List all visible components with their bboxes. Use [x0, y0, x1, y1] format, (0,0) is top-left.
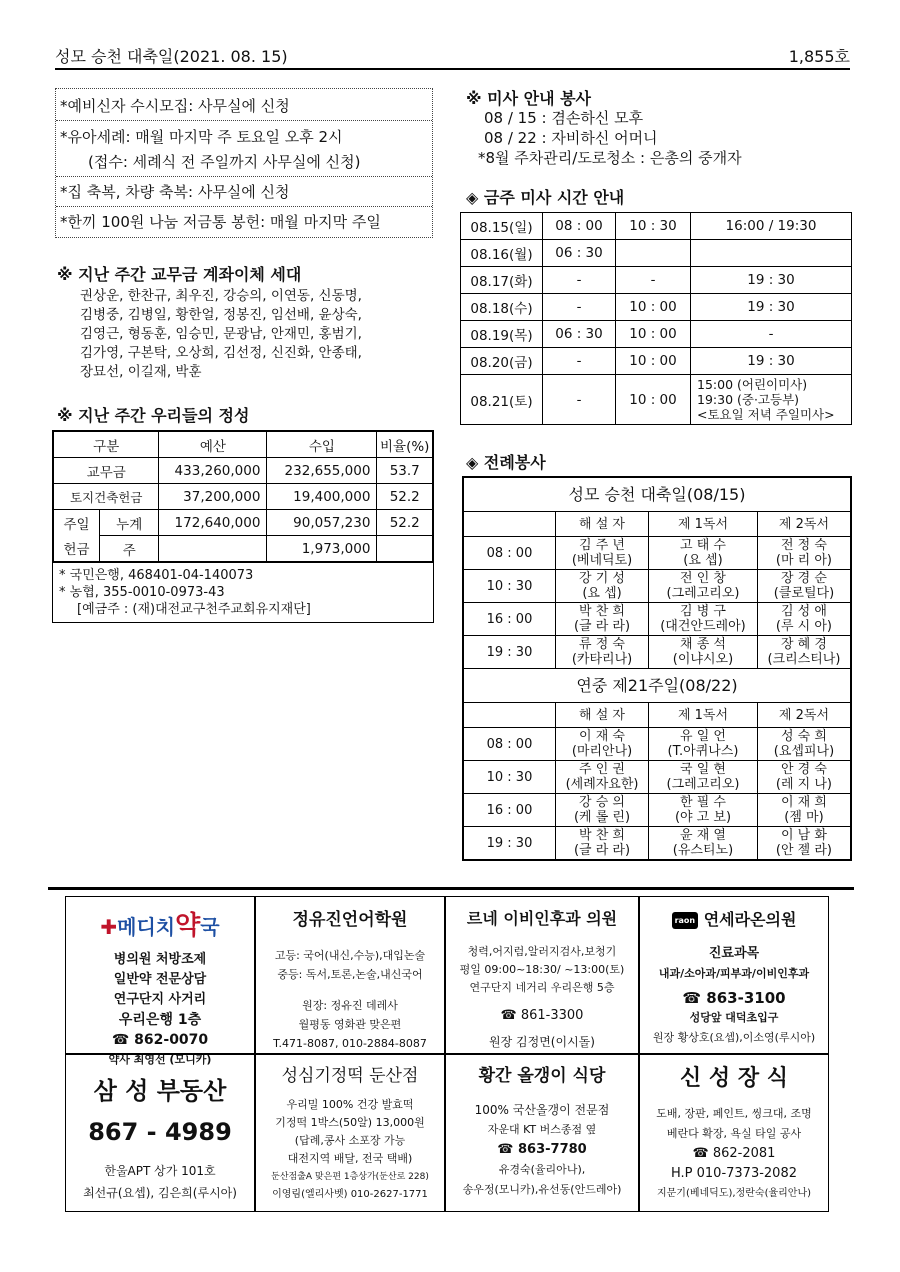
transfer-names: 권상운, 한찬규, 최우진, 강승의, 이연동, 신동명, 김병중, 김병일, 황한얼, 정봉진, 임선배, 윤상숙, 김영근, 형동훈, 임승민, 문광남, 안재민, 홍범기, 김가영, 구본탁, 오상희, 김선정, 신진화, 안종태, 장묘선, 이길재, 박훈: [80, 288, 362, 380]
ad-realty: 삼 성 부동산 867 - 4989 한울APT 상가 101호 최선규(요셉), 김은희(루시아): [65, 1054, 255, 1212]
offering-table: 구분 예산 수입 비율(%) 교무금 433,260,000 232,655,000 53.7 토지건축헌금 37,200,000 19,400,000 52.2 주일 누계 172,640,000 90,057,230 52.2 헌금 주 1,973,000: [53, 431, 433, 562]
table-row: 연중 제21주일(08/22): [464, 669, 851, 703]
ad-ricecake: 성심기정떡 둔산점 우리밀 100% 건강 발효떡 기정떡 1박스(50알) 13,000원 (답례,콩사 소포장 가능 대전지역 배달, 전국 택배) 둔산점출A 맞은편 1층상가(둔산로 228) 이영림(엘리사벳) 010-2627-1771: [255, 1054, 445, 1212]
page-header: [55, 42, 850, 70]
table-row: 08.18(수) - 10 : 00 19 : 30: [461, 294, 852, 321]
table-row: 08 : 00 이 재 숙 (마리안나) 유 일 언 (T.아퀴나스) 성 숙 희 (요셉피나): [464, 728, 851, 761]
table-row: 08.16(월) 06 : 30: [461, 240, 852, 267]
raon-logo-icon: raon: [672, 912, 699, 929]
table-row: 19 : 30 류 정 숙 (카타리나) 채 종 석 (이냐시오) 장 혜 경 (크리스티나): [464, 636, 851, 669]
table-row: 08.15(일) 08 : 00 10 : 30 16:00 / 19:30: [461, 213, 852, 240]
mass-times-table: [460, 212, 852, 425]
notice-item: *예비신자 수시모집: 사무실에 신청: [56, 91, 432, 121]
cross-icon: ✚: [100, 915, 118, 939]
ads-divider: [48, 887, 854, 890]
issue-number: 1,855호: [788, 47, 850, 66]
mass-service-title: ※ 미사 안내 봉사: [466, 89, 592, 108]
bank-accounts: * 국민은행, 468401-04-140073 * 농협, 355-0010-0973-43 [예금주 : (재)대전교구천주교회유지재단]: [53, 562, 433, 622]
table-row: 성모 승천 대축일(08/15): [464, 478, 851, 512]
table-row: 08.21(토) - 10 : 00 15:00 (어린이미사) 19:30 (중·고등부) <토요일 저녁 주일미사>: [461, 375, 852, 425]
notice-box: [55, 88, 433, 238]
notice-item: *집 축복, 차량 축복: 사무실에 신청: [56, 177, 432, 207]
bulletin-title: 성모 승천 대축일(2021. 08. 15): [55, 47, 288, 66]
table-row: 08.19(목) 06 : 30 10 : 00 -: [461, 321, 852, 348]
table-row: 토지건축헌금 37,200,000 19,400,000 52.2: [54, 484, 433, 510]
table-row: 주일 누계 172,640,000 90,057,230 52.2: [54, 510, 433, 536]
ad-academy: 정유진언어학원 고등: 국어(내신,수능),대입논술 중등: 독서,토론,논술,내신국어 원장: 정유진 데레사 월평동 영화관 맞은편 T.471-8087, 010-2884-8087: [255, 896, 445, 1054]
table-row: 08.17(화) - - 19 : 30: [461, 267, 852, 294]
ad-raon-clinic: raon 연세라온의원 진료과목 내과/소아과/피부과/이비인후과 ☎ 863-3100 성당앞 대덕초입구 원장 황상호(요셉),이소영(루시아): [639, 896, 829, 1054]
mass-service-list: 08 / 15 : 겸손하신 모후 08 / 22 : 자비하신 어머니 *8월 주차관리/도로청소 : 은총의 중개자: [478, 109, 742, 167]
ad-pharmacy: ✚메디치약국 병의원 처방조제 일반약 전문상담 연구단지 사거리 우리은행 1층 ☎ 862-0070 약사 최영선 (모니카): [65, 896, 255, 1054]
table-row: 08 : 00 김 주 년 (베네딕토) 고 태 수 (요 셉) 전 정 숙 (마 리 아): [464, 537, 851, 570]
liturgy-title: ◈ 전례봉사: [466, 453, 546, 472]
ad-ent-clinic: 르네 이비인후과 의원 청력,어지럼,알러지검사,보청기 평일 09:00~18:30/ ~13:00(토) 연구단지 네거리 우리은행 5층 ☎ 861-3300 원장 김정면(이시돌): [445, 896, 639, 1054]
table-row: 해 설 자 제 1독서 제 2독서: [464, 512, 851, 537]
liturgy-table: [462, 476, 852, 861]
ad-interior: 신 성 장 식 도배, 장판, 페인트, 씽크대, 조명 베란다 확장, 욕실 타일 공사 ☎ 862-2081 H.P 010-7373-2082 지문기(베네딕도),정란숙(율리안나): [639, 1054, 829, 1212]
mass-times-title: ◈ 금주 미사 시간 안내: [466, 188, 625, 207]
table-row: 해 설 자 제 1독서 제 2독서: [464, 703, 851, 728]
offering-panel: [52, 430, 434, 623]
notice-item-baptism: *유아세례: 매월 마지막 주 토요일 오후 2시 (접수: 세례식 전 주일까지 사무실에 신청): [56, 121, 432, 177]
notice-item: *한끼 100원 나눔 저금통 봉헌: 매월 마지막 주일: [60, 213, 381, 231]
ad-restaurant: 황간 올갱이 식당 100% 국산올갱이 전문점 자운대 KT 버스종점 옆 ☎ 863-7780 유경숙(율리아나), 송우정(모니카),유선동(안드레아): [445, 1054, 639, 1212]
table-row: 16 : 00 강 승 의 (케 롤 린) 한 필 수 (야 고 보) 이 재 희 (젬 마): [464, 794, 851, 827]
table-row: 10 : 30 강 기 성 (요 셉) 전 인 창 (그레고리오) 장 경 순 (클로틸다): [464, 570, 851, 603]
table-row: 헌금 주 1,973,000: [54, 536, 433, 562]
table-row: 19 : 30 박 찬 희 (글 라 라) 윤 재 열 (유스티노) 이 남 화 (안 젤 라): [464, 827, 851, 860]
offering-title: ※ 지난 주간 우리들의 정성: [57, 406, 250, 425]
table-row: 16 : 00 박 찬 희 (글 라 라) 김 병 구 (대건안드레아) 김 성 애 (루 시 아): [464, 603, 851, 636]
table-row: 교무금 433,260,000 232,655,000 53.7: [54, 458, 433, 484]
transfer-title: ※ 지난 주간 교무금 계좌이체 세대: [57, 265, 302, 284]
table-row: 10 : 30 주 인 권 (세례자요한) 국 일 현 (그레고리오) 안 경 숙 (레 지 나): [464, 761, 851, 794]
table-row: 08.20(금) - 10 : 00 19 : 30: [461, 348, 852, 375]
